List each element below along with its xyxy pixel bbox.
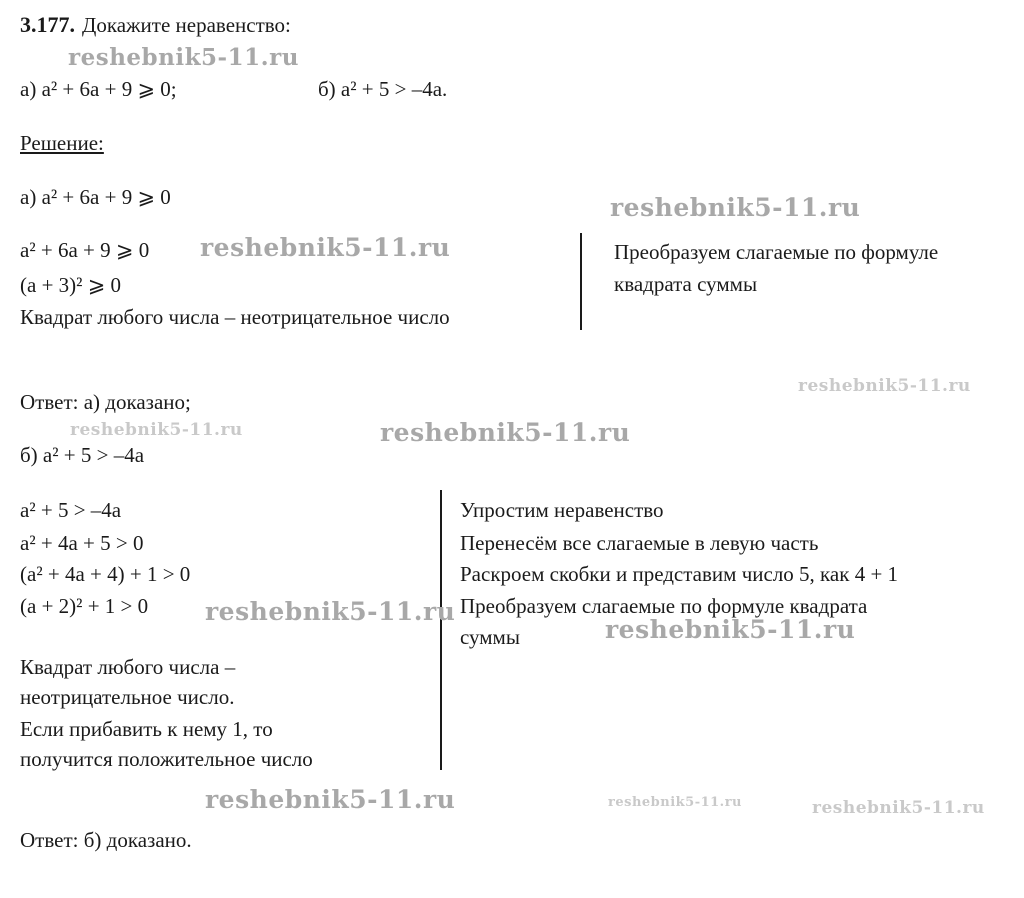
solution-label: Решение: <box>20 131 104 155</box>
watermark: reshebnik5-11.ru <box>70 420 243 440</box>
watermark: reshebnik5-11.ru <box>205 597 456 626</box>
part-b-header: б) a² + 5 > –4a <box>20 443 145 467</box>
part-a-comment-1: Преобразуем слагаемые по формуле <box>614 240 939 264</box>
watermark: reshebnik5-11.ru <box>812 798 985 818</box>
part-a-header: а) a² + 6a + 9 ⩾ 0 <box>20 185 171 209</box>
watermark: reshebnik5-11.ru <box>610 193 861 222</box>
part-b-conclusion-3: Если прибавить к нему 1, то <box>20 717 273 741</box>
part-b-answer: Ответ: б) доказано. <box>20 828 192 852</box>
part-a-answer: Ответ: а) доказано; <box>20 390 191 414</box>
watermark: reshebnik5-11.ru <box>205 785 456 814</box>
task-number: 3.177. <box>20 12 75 37</box>
part-b-conclusion-4: получится положительное число <box>20 747 313 771</box>
watermark: reshebnik5-11.ru <box>380 418 631 447</box>
part-a-step-2: (a + 3)² ⩾ 0 <box>20 273 122 297</box>
problem-b: б) a² + 5 > –4a. <box>318 77 448 101</box>
part-b-comment-4: Преобразуем слагаемые по формуле квадрата <box>460 594 868 618</box>
problem-a: а) a² + 6a + 9 ⩾ 0; <box>20 77 177 101</box>
part-a-step-1: a² + 6a + 9 ⩾ 0 <box>20 238 150 262</box>
task-title: Докажите неравенство: <box>82 13 291 37</box>
watermark: reshebnik5-11.ru <box>798 376 971 396</box>
part-b-conclusion-2: неотрицательное число. <box>20 685 235 709</box>
part-a-comment-2: квадрата суммы <box>614 272 758 296</box>
part-b-conclusion-1: Квадрат любого числа – <box>20 655 236 679</box>
part-b-step-4: (a + 2)² + 1 > 0 <box>20 594 149 618</box>
part-b-step-2: a² + 4a + 5 > 0 <box>20 531 144 555</box>
part-b-divider <box>440 490 442 770</box>
part-a-divider <box>580 233 582 330</box>
part-a-step-3: Квадрат любого числа – неотрицательное число <box>20 305 450 329</box>
part-b-comment-1: Упростим неравенство <box>460 498 664 522</box>
part-b-comment-2: Перенесём все слагаемые в левую часть <box>460 531 819 555</box>
watermark: reshebnik5-11.ru <box>605 615 856 644</box>
watermark: reshebnik5-11.ru <box>608 795 743 810</box>
part-b-step-1: a² + 5 > –4a <box>20 498 122 522</box>
part-b-step-3: (a² + 4a + 4) + 1 > 0 <box>20 562 191 586</box>
watermark: reshebnik5-11.ru <box>68 44 299 71</box>
watermark: reshebnik5-11.ru <box>200 233 451 262</box>
part-b-comment-3: Раскроем скобки и представим число 5, как 4 + 1 <box>460 562 899 586</box>
part-b-comment-5: суммы <box>460 625 520 649</box>
